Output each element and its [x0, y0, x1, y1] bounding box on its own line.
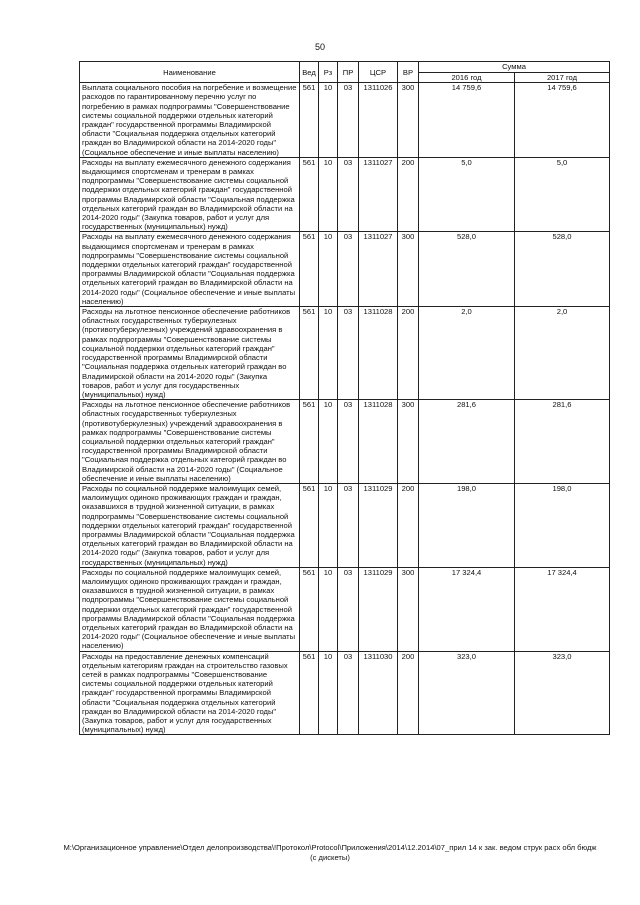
row-ved: 561 — [300, 567, 319, 651]
row-name: Выплата социального пособия на погребение и возмещение расходов по гарантированному перечню услуг по погребению в рамках подпрограммы "Совершенствование системы социальной поддержки отдельных категорий граждан" государственной программы Владимирской области "Социальная поддержка отдельных категорий граждан во Владимирской области на 2014-2020 годы" (Социальное обеспечение и иные выплаты населению) — [80, 83, 300, 158]
row-csr: 1311027 — [359, 157, 398, 232]
row-pr: 03 — [338, 400, 359, 484]
row-ved: 561 — [300, 157, 319, 232]
table-row — [80, 567, 610, 651]
table-row — [80, 307, 610, 400]
row-ved: 561 — [300, 651, 319, 735]
row-rz: 10 — [319, 307, 338, 400]
row-pr: 03 — [338, 307, 359, 400]
row-sum-2017: 198,0 — [515, 483, 610, 567]
row-csr: 1311029 — [359, 483, 398, 567]
row-rz: 10 — [319, 232, 338, 307]
row-sum-2016: 2,0 — [419, 307, 515, 400]
row-rz: 10 — [319, 483, 338, 567]
header-csr: ЦСР — [359, 62, 398, 83]
row-vr: 300 — [398, 83, 419, 158]
row-vr: 200 — [398, 307, 419, 400]
row-sum-2017: 323,0 — [515, 651, 610, 735]
row-sum-2016: 198,0 — [419, 483, 515, 567]
table-row — [80, 400, 610, 484]
header-rz: Рз — [319, 62, 338, 83]
row-rz: 10 — [319, 157, 338, 232]
table-row — [80, 232, 610, 307]
row-sum-2016: 528,0 — [419, 232, 515, 307]
row-name: Расходы на выплату ежемесячного денежного содержания выдающимся спортсменам и тренерам в рамках подпрограммы "Совершенствование системы социальной поддержки отдельных категорий граждан" государственной программы Владимирской области "Социальная поддержка отдельных категорий граждан во Владимирской области на 2014-2020 годы" (Закупка товаров, работ и услуг для государственных (муниципальных) нужд) — [80, 157, 300, 232]
row-csr: 1311027 — [359, 232, 398, 307]
row-sum-2016: 281,6 — [419, 400, 515, 484]
header-ved: Вед — [300, 62, 319, 83]
budget-table — [79, 61, 610, 735]
row-name: Расходы на предоставление денежных компенсаций отдельным категориям граждан на строительство газовых сетей в рамках подпрограммы "Совершенствование системы социальной поддержки отдельных категорий граждан" государственной программы Владимирской области "Социальная поддержка отдельных категорий граждан во Владимирской области на 2014-2020 годы" (Закупка товаров, работ и услуг для государственных (муниципальных) нужд) — [80, 651, 300, 735]
row-csr: 1311030 — [359, 651, 398, 735]
row-sum-2016: 17 324,4 — [419, 567, 515, 651]
row-ved: 561 — [300, 307, 319, 400]
row-vr: 300 — [398, 567, 419, 651]
row-pr: 03 — [338, 651, 359, 735]
row-sum-2016: 5,0 — [419, 157, 515, 232]
file-path-footer: M:\Организационное управление\Отдел делопроизводства\!Протокол\Protocol\Приложения\2014\12.2014\07_прил 14 к зак. ведом струк расх обл бюдж (с дискеты) — [63, 843, 597, 862]
row-pr: 03 — [338, 83, 359, 158]
row-csr: 1311028 — [359, 307, 398, 400]
row-pr: 03 — [338, 232, 359, 307]
row-name: Расходы по социальной поддержке малоимущих семей, малоимущих одиноко проживающих граждан и граждан, оказавшихся в трудной жизненной ситуации, в рамках подпрограммы "Совершенствование системы социальной поддержки отдельных категорий граждан" государственной программы Владимирской области "Социальная поддержка отдельных категорий граждан во Владимирской области на 2014-2020 годы" (Социальное обеспечение и иные выплаты населению) — [80, 567, 300, 651]
table-row — [80, 483, 610, 567]
header-vr: ВР — [398, 62, 419, 83]
row-pr: 03 — [338, 567, 359, 651]
row-sum-2016: 323,0 — [419, 651, 515, 735]
row-rz: 10 — [319, 567, 338, 651]
row-rz: 10 — [319, 400, 338, 484]
row-name: Расходы на льготное пенсионное обеспечение работников областных государственных туберкулезных (противотуберкулезных) учреждений здравоохранения в рамках подпрограммы "Совершенствование системы социальной поддержки отдельных категорий граждан" государственной программы Владимирской области "Социальная поддержка отдельных категорий граждан во Владимирской области на 2014-2020 годы" (Социальное обеспечение и иные выплаты населению) — [80, 400, 300, 484]
row-ved: 561 — [300, 483, 319, 567]
row-name: Расходы на льготное пенсионное обеспечение работников областных государственных туберкулезных (противотуберкулезных) учреждений здравоохранения в рамках подпрограммы "Совершенствование системы социальной поддержки отдельных категорий граждан" государственной программы Владимирской области "Социальная поддержка отдельных категорий граждан во Владимирской области на 2014-2020 годы" (Закупка товаров, работ и услуг для государственных (муниципальных) нужд) — [80, 307, 300, 400]
header-sum: Сумма — [419, 62, 610, 73]
row-vr: 200 — [398, 483, 419, 567]
row-csr: 1311029 — [359, 567, 398, 651]
row-ved: 561 — [300, 232, 319, 307]
table-row — [80, 83, 610, 158]
row-csr: 1311028 — [359, 400, 398, 484]
row-rz: 10 — [319, 651, 338, 735]
row-ved: 561 — [300, 83, 319, 158]
row-sum-2017: 5,0 — [515, 157, 610, 232]
header-name: Наименование — [80, 62, 300, 83]
row-vr: 300 — [398, 400, 419, 484]
row-sum-2017: 528,0 — [515, 232, 610, 307]
row-sum-2017: 281,6 — [515, 400, 610, 484]
table-row — [80, 157, 610, 232]
page-number: 50 — [314, 42, 325, 52]
row-sum-2017: 2,0 — [515, 307, 610, 400]
row-name: Расходы на выплату ежемесячного денежного содержания выдающимся спортсменам и тренерам в рамках подпрограммы "Совершенствование системы социальной поддержки отдельных категорий граждан" государственной программы Владимирской области "Социальная поддержка отдельных категорий граждан во Владимирской области на 2014-2020 годы" (Социальное обеспечение и иные выплаты населению) — [80, 232, 300, 307]
row-sum-2017: 17 324,4 — [515, 567, 610, 651]
table-row — [80, 651, 610, 735]
row-vr: 200 — [398, 157, 419, 232]
row-name: Расходы по социальной поддержке малоимущих семей, малоимущих одиноко проживающих граждан и граждан, оказавшихся в трудной жизненной ситуации, в рамках подпрограммы "Совершенствование системы социальной поддержки отдельных категорий граждан" государственной программы Владимирской области "Социальная поддержка отдельных категорий граждан во Владимирской области на 2014-2020 годы" (Закупка товаров, работ и услуг для государственных (муниципальных) нужд) — [80, 483, 300, 567]
row-sum-2017: 14 759,6 — [515, 83, 610, 158]
row-sum-2016: 14 759,6 — [419, 83, 515, 158]
row-pr: 03 — [338, 157, 359, 232]
row-ved: 561 — [300, 400, 319, 484]
header-year-2016: 2016 год — [419, 73, 515, 83]
row-pr: 03 — [338, 483, 359, 567]
row-csr: 1311026 — [359, 83, 398, 158]
header-pr: ПР — [338, 62, 359, 83]
row-vr: 200 — [398, 651, 419, 735]
row-rz: 10 — [319, 83, 338, 158]
row-vr: 300 — [398, 232, 419, 307]
header-year-2017: 2017 год — [515, 73, 610, 83]
